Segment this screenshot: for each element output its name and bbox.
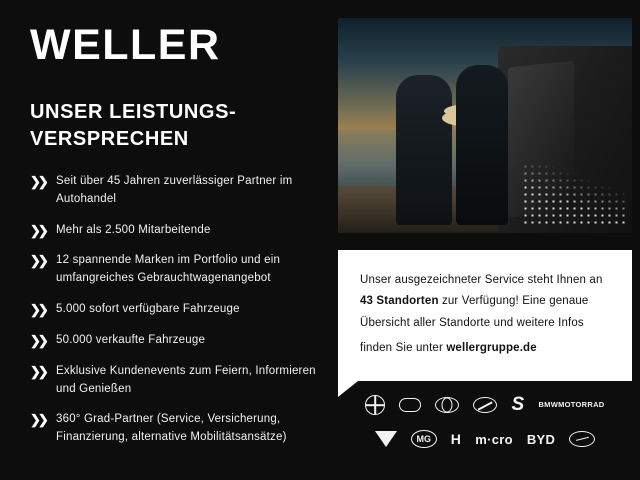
list-item-label: Seit über 45 Jahren zuverlässiger Partner im Autohandel bbox=[56, 175, 293, 205]
lexus-logo bbox=[473, 397, 497, 413]
chevron-double-right-icon: ❯❯ bbox=[30, 222, 46, 238]
website-url[interactable]: wellergruppe.de bbox=[446, 341, 537, 354]
triumph-logo bbox=[375, 431, 397, 447]
page-title bbox=[30, 99, 320, 153]
bmw-logo bbox=[365, 395, 385, 415]
list-item-label: Exklusive Kundenevents zum Feiern, Informieren und Genießen bbox=[56, 364, 316, 395]
list-item bbox=[30, 411, 320, 447]
list-item-label: 5.000 sofort verfügbare Fahrzeuge bbox=[56, 303, 240, 316]
mg-logo: MG bbox=[411, 430, 437, 448]
list-item-label: Mehr als 2.500 Mitarbeitende bbox=[56, 223, 211, 236]
bubble-text-part-1: Unser ausgezeichneter Service steht Ihnen an bbox=[360, 274, 603, 286]
chevron-double-right-icon: ❯❯ bbox=[30, 174, 46, 189]
brand-logo-row-2 bbox=[338, 422, 632, 456]
halftone-pattern bbox=[522, 163, 626, 227]
bmw-motorrad-logo bbox=[538, 401, 604, 410]
micro-logo: m·cro bbox=[475, 431, 513, 447]
bmw-motorrad-line-2: MOTORRAD bbox=[558, 399, 605, 409]
list-item bbox=[30, 222, 320, 240]
byd-logo: BYD bbox=[526, 431, 556, 447]
photo-person-left bbox=[396, 75, 452, 225]
brand-logo-grid bbox=[338, 388, 632, 456]
list-item bbox=[30, 173, 320, 209]
list-item-label: 360° Grad-Partner (Service, Versicherung, Finanzierung, alternative Mobilitätsansätze) bbox=[56, 413, 287, 444]
list-item bbox=[30, 301, 320, 319]
right-content-column bbox=[330, 0, 640, 480]
list-item-label: 50.000 verkaufte Fahrzeuge bbox=[56, 333, 206, 346]
list-item-label: 12 spannende Marken im Portfolio und ein umfangreiches Gebrauchtwagenangebot bbox=[56, 254, 281, 285]
husqvarna-logo: H bbox=[450, 431, 462, 447]
list-item bbox=[30, 363, 320, 399]
brand-logo-row-1 bbox=[338, 388, 632, 422]
suzuki-logo: S bbox=[511, 394, 525, 415]
headline-line-2: VERSPRECHEN bbox=[30, 128, 189, 150]
chevron-double-right-icon: ❯❯ bbox=[30, 332, 46, 348]
bmw-motorrad-line-1: BMW bbox=[538, 399, 559, 409]
chevron-double-right-icon: ❯❯ bbox=[30, 412, 46, 428]
hyundai-logo bbox=[569, 431, 595, 447]
bubble-text-part-2: zur Verfügung! Eine genaue Übersicht aller Standorte und weitere Infos finden Sie unter bbox=[360, 295, 589, 354]
chevron-double-right-icon: ❯❯ bbox=[30, 363, 46, 379]
chevron-double-right-icon: ❯❯ bbox=[30, 253, 46, 269]
list-item bbox=[30, 252, 320, 288]
benefits-list bbox=[30, 173, 320, 447]
bubble-highlight: 43 Standorten bbox=[360, 295, 439, 308]
headline-line-1: UNSER LEISTUNGS- bbox=[30, 101, 237, 123]
hero-photo bbox=[338, 18, 632, 233]
service-speech-bubble bbox=[338, 250, 632, 381]
list-item bbox=[30, 332, 320, 350]
weller-logo: WELLER bbox=[30, 21, 221, 69]
toyota-logo bbox=[435, 397, 459, 413]
mini-logo bbox=[399, 398, 421, 412]
chevron-double-right-icon: ❯❯ bbox=[30, 302, 46, 318]
photo-person-right bbox=[456, 65, 508, 225]
